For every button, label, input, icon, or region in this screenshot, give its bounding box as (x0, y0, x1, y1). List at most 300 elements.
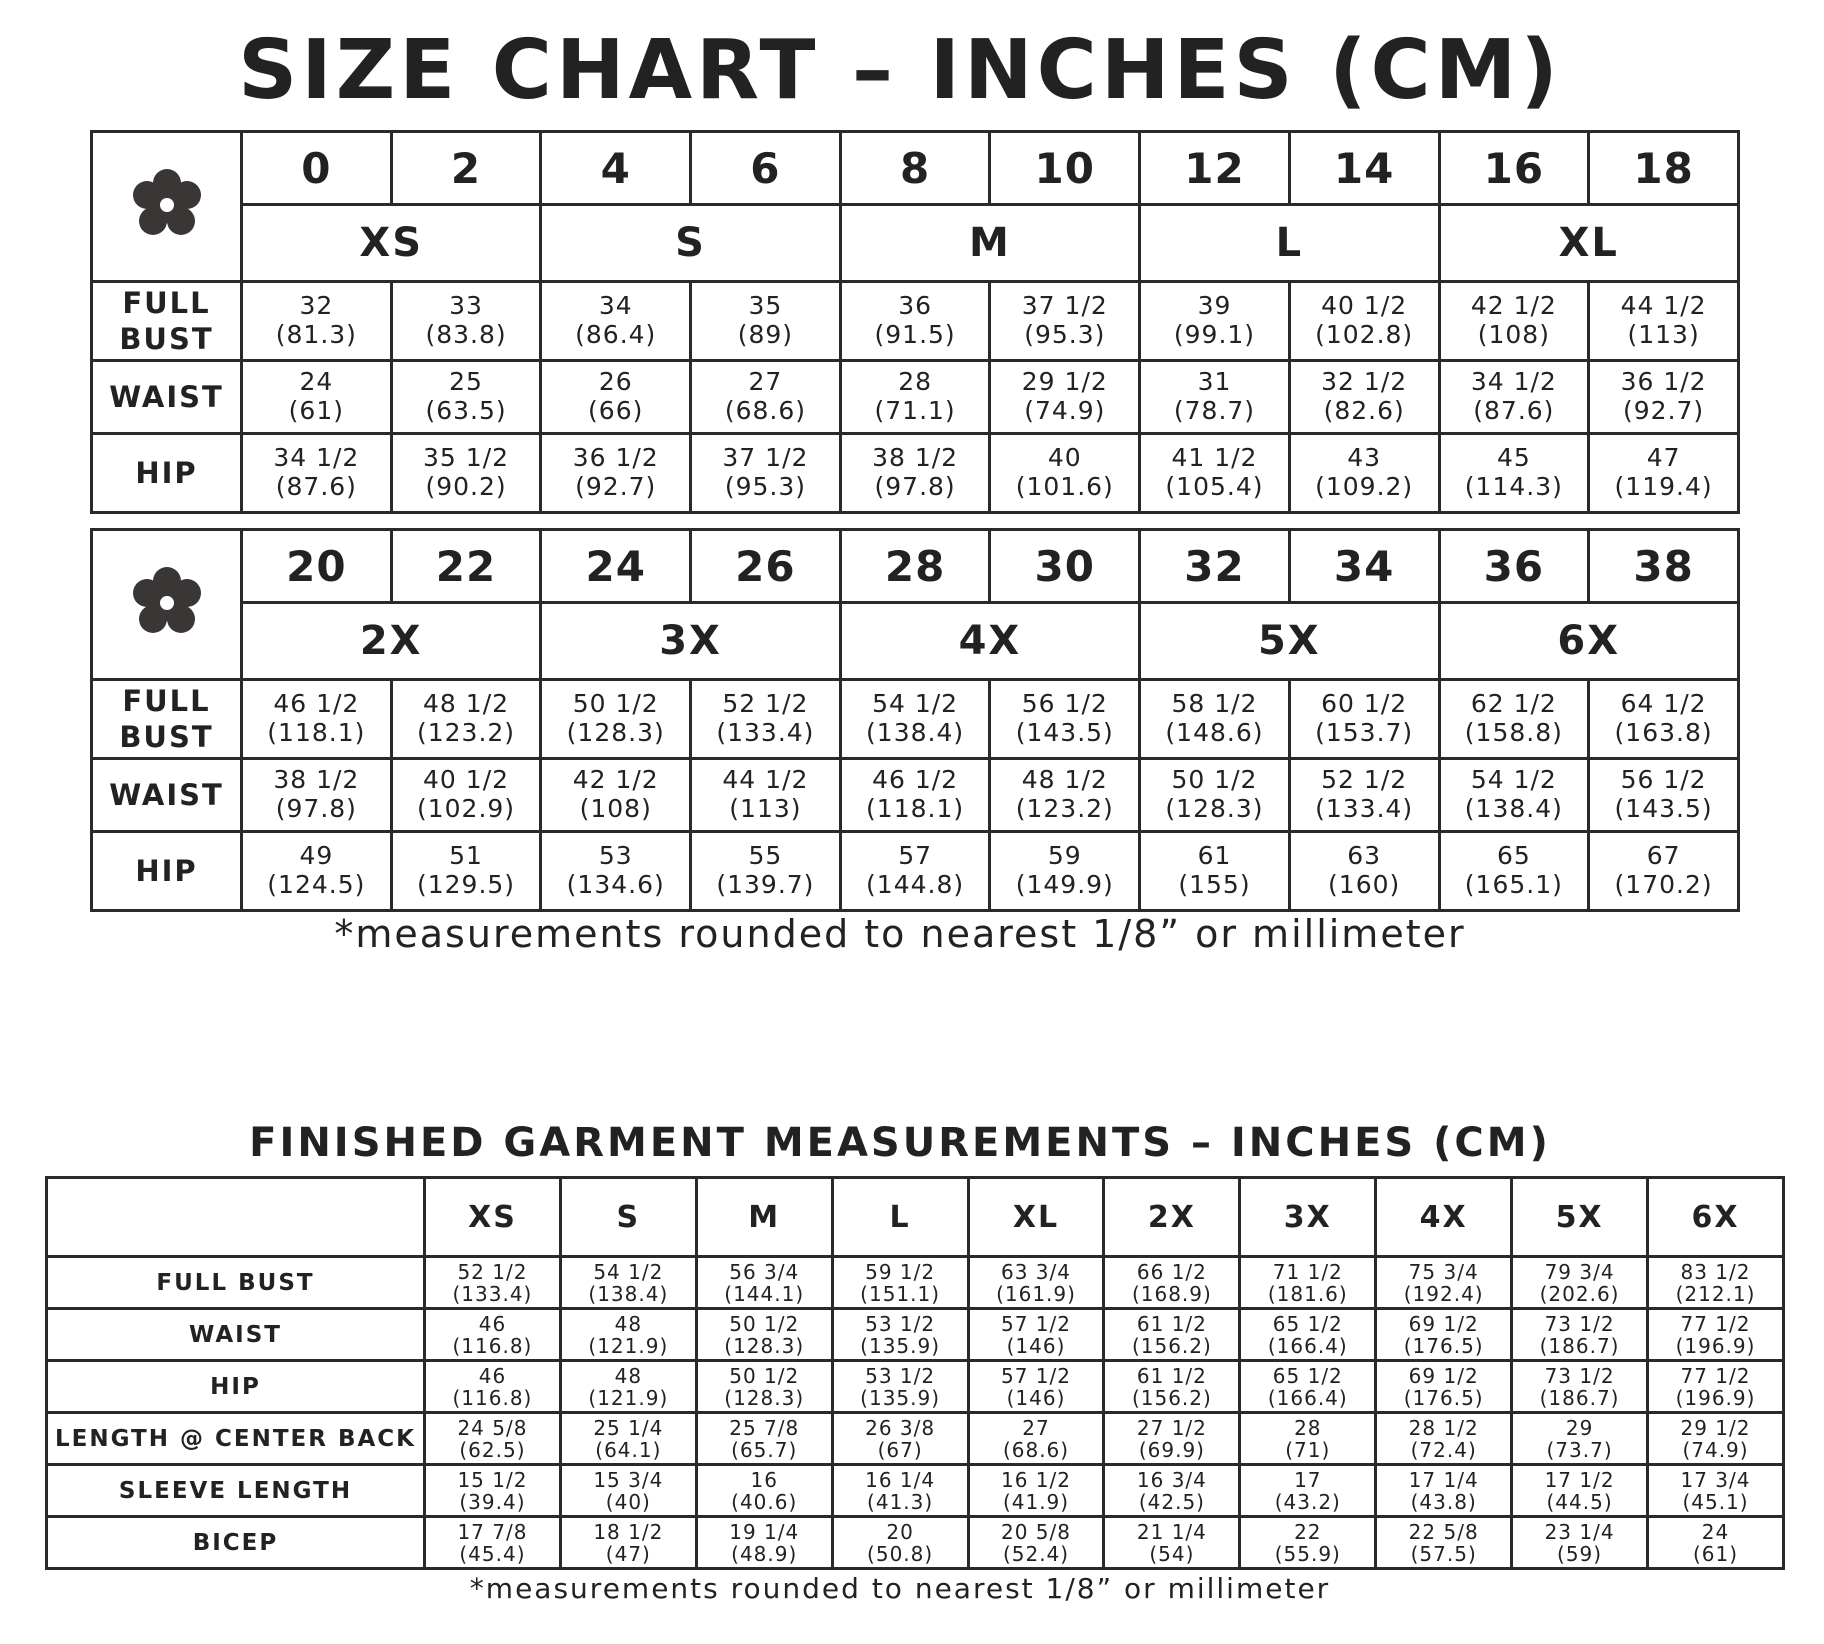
garment-cell (1512, 1257, 1648, 1309)
size-22: 22 (391, 530, 541, 603)
garment-cell (696, 1465, 832, 1517)
measure-cell (1439, 361, 1589, 434)
measure-cell (1289, 759, 1439, 832)
cm-value: (68.6) (724, 396, 806, 425)
garment-cell (1512, 1309, 1648, 1361)
cm-value: (71.1) (874, 396, 956, 425)
size-14: 14 (1289, 132, 1439, 205)
row-label-line: BUST (119, 720, 214, 754)
inch-value: 19 1/4 (729, 1519, 800, 1544)
cm-value: (123.2) (1015, 794, 1114, 823)
cm-value: (89) (737, 320, 794, 349)
garment-cell (560, 1517, 696, 1569)
size-30: 30 (990, 530, 1140, 603)
measure-cell (242, 434, 392, 513)
measure-cell (1589, 434, 1739, 513)
cm-value: (67) (877, 1437, 923, 1462)
inch-value: 17 7/8 (457, 1519, 528, 1544)
inch-value: 34 1/2 (1470, 367, 1557, 397)
garment-cell (1512, 1361, 1648, 1413)
inch-value: 45 (1496, 443, 1531, 473)
cm-value: (139.7) (716, 870, 815, 899)
garment-cell (832, 1413, 968, 1465)
inch-value: 69 1/2 (1408, 1311, 1479, 1336)
row-label-full-bust (92, 680, 242, 759)
garment-header-row (47, 1178, 1784, 1257)
garment-cell (425, 1309, 561, 1361)
cm-value: (146) (1006, 1385, 1066, 1410)
letter-size-row (92, 603, 1739, 680)
size-xs: XS (242, 205, 541, 282)
cm-value: (121.9) (588, 1333, 669, 1358)
inch-value: 59 (1047, 841, 1082, 871)
inch-value: 54 1/2 (1470, 765, 1557, 795)
inch-value: 48 1/2 (423, 689, 510, 719)
inch-value: 25 (449, 367, 483, 397)
inch-value: 65 (1496, 841, 1531, 871)
garment-cell (560, 1465, 696, 1517)
inch-value: 56 1/2 (1620, 765, 1707, 795)
cm-value: (116.8) (452, 1333, 533, 1358)
garment-section-title: FINISHED GARMENT MEASUREMENTS – INCHES (CM) (249, 1120, 1551, 1166)
garment-cell (1240, 1309, 1376, 1361)
garment-cell (425, 1517, 561, 1569)
inch-value: 77 1/2 (1680, 1311, 1751, 1336)
measure-cell (990, 361, 1140, 434)
garment-row-label: WAIST (47, 1309, 425, 1361)
measure-cell (391, 282, 541, 361)
measure-cell (541, 680, 691, 759)
garment-cell (696, 1361, 832, 1413)
letter-size-row (92, 205, 1739, 282)
inch-value: 60 1/2 (1321, 689, 1408, 719)
inch-value: 35 1/2 (423, 443, 510, 473)
finished-garment-table (45, 1176, 1785, 1570)
size-26: 26 (691, 530, 841, 603)
inch-value: 39 (1197, 291, 1232, 321)
size-chart-table-plus (90, 528, 1740, 912)
measure-cell (990, 434, 1140, 513)
garment-size-header: XS (425, 1178, 561, 1257)
measure-cell (541, 361, 691, 434)
garment-row-label: FULL BUST (47, 1257, 425, 1309)
inch-value: 20 5/8 (1001, 1519, 1071, 1544)
cm-value: (59) (1557, 1541, 1603, 1566)
cm-value: (116.8) (452, 1385, 533, 1410)
inch-value: 40 1/2 (423, 765, 510, 795)
inch-value: 83 1/2 (1680, 1259, 1751, 1284)
cm-value: (128.3) (566, 718, 665, 747)
garment-cell (968, 1517, 1104, 1569)
cm-value: (153.7) (1315, 718, 1414, 747)
measure-cell (1439, 434, 1589, 513)
cm-value: (143.5) (1614, 794, 1713, 823)
cm-value: (119.4) (1614, 472, 1713, 501)
cm-value: (71) (1285, 1437, 1331, 1462)
measure-cell (990, 282, 1140, 361)
cm-value: (52.4) (1002, 1541, 1070, 1566)
inch-value: 16 (750, 1467, 778, 1492)
garment-cell (425, 1413, 561, 1465)
size-chart-footnote: *measurements rounded to nearest 1/8” or millimeter (334, 912, 1466, 956)
row-label-line: FULL (122, 683, 211, 718)
cm-value: (41.9) (1002, 1489, 1070, 1514)
cm-value: (166.4) (1267, 1333, 1348, 1358)
garment-cell (696, 1413, 832, 1465)
garment-cell (1648, 1361, 1784, 1413)
measure-cell (1140, 759, 1290, 832)
size-38: 38 (1589, 530, 1739, 603)
measure-cell (242, 680, 392, 759)
garment-size-header: 5X (1512, 1178, 1648, 1257)
measure-cell (391, 680, 541, 759)
garment-row-label: HIP (47, 1361, 425, 1413)
cm-value: (90.2) (425, 472, 507, 501)
cm-value: (101.6) (1015, 472, 1114, 501)
cm-value: (161.9) (996, 1281, 1076, 1306)
size-5x: 5X (1140, 603, 1439, 680)
measure-cell (1439, 680, 1589, 759)
inch-value: 24 (299, 367, 334, 397)
garment-row-hip (47, 1361, 1784, 1413)
garment-cell (1104, 1517, 1240, 1569)
measure-cell (840, 832, 990, 911)
row-label-hip: HIP (92, 832, 242, 911)
inch-value: 18 1/2 (593, 1519, 664, 1544)
cm-value: (45.1) (1682, 1489, 1749, 1514)
measure-cell (1140, 832, 1290, 911)
measure-cell (1140, 282, 1290, 361)
row-label-waist: WAIST (92, 361, 242, 434)
cm-value: (144.8) (866, 870, 965, 899)
garment-size-header: S (560, 1178, 696, 1257)
garment-size-header: 2X (1104, 1178, 1240, 1257)
garment-cell (1104, 1309, 1240, 1361)
inch-value: 62 1/2 (1470, 689, 1557, 719)
garment-cell (696, 1517, 832, 1569)
cm-value: (78.7) (1173, 396, 1256, 425)
measure-cell (1439, 759, 1589, 832)
measure-cell (242, 282, 392, 361)
cm-value: (102.9) (416, 794, 516, 823)
measure-cell (391, 759, 541, 832)
garment-cell (832, 1309, 968, 1361)
garment-cell (1240, 1361, 1376, 1413)
inch-value: 17 (1294, 1467, 1322, 1492)
inch-value: 28 (1294, 1415, 1322, 1440)
garment-size-header: M (696, 1178, 832, 1257)
inch-value: 29 (1565, 1415, 1594, 1440)
cm-value: (148.6) (1165, 718, 1264, 747)
cm-value: (168.9) (1131, 1281, 1212, 1306)
measure-cell (242, 759, 392, 832)
flower-icon (125, 163, 209, 247)
garment-size-header: 4X (1376, 1178, 1512, 1257)
garment-cell (425, 1465, 561, 1517)
inch-value: 50 1/2 (729, 1311, 800, 1336)
garment-cell (1376, 1465, 1512, 1517)
cm-value: (138.4) (1464, 794, 1563, 823)
measure-cell (840, 361, 990, 434)
inch-value: 17 1/2 (1544, 1467, 1615, 1492)
garment-cell (832, 1257, 968, 1309)
cm-value: (72.4) (1410, 1437, 1477, 1462)
inch-value: 73 1/2 (1544, 1363, 1615, 1388)
measure-cell (1289, 680, 1439, 759)
inch-value: 42 1/2 (572, 765, 659, 795)
inch-value: 48 (614, 1363, 643, 1388)
cm-value: (44.5) (1546, 1489, 1613, 1514)
garment-size-header: 6X (1648, 1178, 1784, 1257)
inch-value: 16 3/4 (1136, 1467, 1207, 1492)
cm-value: (55.9) (1274, 1541, 1341, 1566)
measure-cell (840, 282, 990, 361)
size-2: 2 (391, 132, 541, 205)
cm-value: (186.7) (1539, 1333, 1620, 1358)
size-xl: XL (1439, 205, 1739, 282)
measure-cell (242, 832, 392, 911)
hip-row (92, 832, 1739, 911)
measure-cell (391, 361, 541, 434)
inch-value: 77 1/2 (1680, 1363, 1751, 1388)
size-8: 8 (840, 132, 990, 205)
cm-value: (108) (1477, 320, 1550, 349)
inch-value: 49 (299, 841, 334, 871)
cm-value: (165.1) (1464, 870, 1563, 899)
inch-value: 65 1/2 (1272, 1311, 1343, 1336)
cm-value: (61) (288, 396, 344, 425)
garment-cell (1376, 1517, 1512, 1569)
inch-value: 66 1/2 (1136, 1259, 1207, 1284)
garment-size-header: L (832, 1178, 968, 1257)
size-4: 4 (541, 132, 691, 205)
cm-value: (143.5) (1015, 718, 1114, 747)
flower-cell (92, 132, 242, 282)
measure-cell (691, 832, 841, 911)
inch-value: 55 (748, 841, 783, 871)
measure-cell (691, 361, 841, 434)
garment-cell (1648, 1517, 1784, 1569)
inch-value: 25 1/4 (593, 1415, 664, 1440)
cm-value: (192.4) (1403, 1281, 1484, 1306)
inch-value: 40 (1047, 443, 1082, 473)
row-label-hip: HIP (92, 434, 242, 513)
measure-cell (391, 434, 541, 513)
garment-cell (832, 1465, 968, 1517)
inch-value: 32 (299, 291, 334, 321)
cm-value: (39.4) (459, 1489, 526, 1514)
measure-cell (990, 759, 1140, 832)
size-l: L (1140, 205, 1439, 282)
garment-cell (1376, 1309, 1512, 1361)
cm-value: (97.8) (874, 472, 956, 501)
cm-value: (133.4) (1315, 794, 1414, 823)
size-6x: 6X (1439, 603, 1739, 680)
measure-cell (1289, 361, 1439, 434)
inch-value: 57 1/2 (1001, 1311, 1071, 1336)
inch-value: 31 (1197, 367, 1232, 397)
cm-value: (134.6) (566, 870, 665, 899)
measure-cell (1439, 832, 1589, 911)
cm-value: (97.8) (275, 794, 357, 823)
garment-cell (1104, 1465, 1240, 1517)
cm-value: (135.9) (860, 1385, 941, 1410)
inch-value: 73 1/2 (1544, 1311, 1615, 1336)
garment-size-header: 3X (1240, 1178, 1376, 1257)
measure-cell (691, 759, 841, 832)
inch-value: 40 1/2 (1321, 291, 1408, 321)
inch-value: 48 (614, 1311, 643, 1336)
size-2x: 2X (242, 603, 541, 680)
size-32: 32 (1140, 530, 1290, 603)
cm-value: (128.3) (724, 1385, 805, 1410)
size-18: 18 (1589, 132, 1739, 205)
cm-value: (73.7) (1546, 1437, 1613, 1462)
cm-value: (61) (1692, 1541, 1739, 1566)
measure-cell (691, 434, 841, 513)
cm-value: (138.4) (588, 1281, 669, 1306)
cm-value: (128.3) (1165, 794, 1264, 823)
garment-cell (1104, 1361, 1240, 1413)
cm-value: (109.2) (1315, 472, 1414, 501)
inch-value: 23 1/4 (1544, 1519, 1615, 1544)
garment-cell (1376, 1413, 1512, 1465)
inch-value: 38 1/2 (273, 765, 360, 795)
cm-value: (114.3) (1464, 472, 1563, 501)
size-chart-table-regular (90, 130, 1740, 514)
garment-cell (832, 1361, 968, 1413)
garment-cell (1240, 1517, 1376, 1569)
inch-value: 52 1/2 (1321, 765, 1408, 795)
inch-value: 44 1/2 (1620, 291, 1707, 321)
inch-value: 32 1/2 (1321, 367, 1408, 397)
measure-cell (391, 832, 541, 911)
cm-value: (102.8) (1315, 320, 1414, 349)
measure-cell (840, 759, 990, 832)
garment-cell (1376, 1361, 1512, 1413)
inch-value: 25 7/8 (729, 1415, 800, 1440)
row-label-full-bust (92, 282, 242, 361)
cm-value: (54) (1149, 1541, 1195, 1566)
measure-cell (1589, 759, 1739, 832)
inch-value: 65 1/2 (1272, 1363, 1343, 1388)
cm-value: (65.7) (731, 1437, 798, 1462)
inch-value: 17 1/4 (1408, 1467, 1479, 1492)
garment-cell (1240, 1257, 1376, 1309)
cm-value: (105.4) (1165, 472, 1264, 501)
inch-value: 53 1/2 (865, 1311, 936, 1336)
measure-cell (990, 680, 1140, 759)
cm-value: (74.9) (1024, 396, 1106, 425)
inch-value: 16 1/2 (1001, 1467, 1071, 1492)
inch-value: 75 3/4 (1408, 1259, 1479, 1284)
inch-value: 28 1/2 (1408, 1415, 1479, 1440)
garment-row-label: BICEP (47, 1517, 425, 1569)
inch-value: 29 1/2 (1680, 1415, 1751, 1440)
inch-value: 53 (598, 841, 633, 871)
measure-cell (1140, 680, 1290, 759)
hip-row (92, 434, 1739, 513)
size-24: 24 (541, 530, 691, 603)
garment-cell (968, 1465, 1104, 1517)
cm-value: (81.3) (275, 320, 357, 349)
inch-value: 46 (478, 1311, 507, 1336)
cm-value: (82.6) (1323, 396, 1405, 425)
garment-cell (1104, 1257, 1240, 1309)
flower-cell (92, 530, 242, 680)
inch-value: 57 (898, 841, 932, 871)
cm-value: (113) (1627, 320, 1700, 349)
cm-value: (42.5) (1138, 1489, 1205, 1514)
inch-value: 54 1/2 (593, 1259, 664, 1284)
cm-value: (41.3) (867, 1489, 934, 1514)
garment-row-full-bust (47, 1257, 1784, 1309)
size-16: 16 (1439, 132, 1589, 205)
cm-value: (64.1) (595, 1437, 662, 1462)
measure-cell (541, 832, 691, 911)
measure-cell (541, 759, 691, 832)
cm-value: (121.9) (588, 1385, 669, 1410)
garment-cell (560, 1257, 696, 1309)
size-36: 36 (1439, 530, 1589, 603)
inch-value: 15 3/4 (593, 1467, 664, 1492)
cm-value: (95.3) (724, 472, 806, 501)
garment-cell (1376, 1257, 1512, 1309)
inch-value: 22 5/8 (1408, 1519, 1479, 1544)
inch-value: 52 1/2 (722, 689, 809, 719)
inch-value: 35 (748, 291, 783, 321)
cm-value: (129.5) (416, 870, 516, 899)
garment-cell (1648, 1465, 1784, 1517)
size-3x: 3X (541, 603, 840, 680)
measure-cell (691, 282, 841, 361)
garment-size-header: XL (968, 1178, 1104, 1257)
inch-value: 33 (449, 291, 483, 321)
inch-value: 61 (1197, 841, 1232, 871)
inch-value: 34 1/2 (273, 443, 360, 473)
inch-value: 46 1/2 (872, 765, 959, 795)
inch-value: 27 (748, 367, 783, 397)
inch-value: 36 (898, 291, 932, 321)
cm-value: (108) (579, 794, 652, 823)
size-20: 20 (242, 530, 392, 603)
inch-value: 43 (1347, 443, 1382, 473)
cm-value: (128.3) (724, 1333, 805, 1358)
inch-value: 46 (478, 1363, 507, 1388)
inch-value: 61 1/2 (1136, 1363, 1207, 1388)
cm-value: (87.6) (275, 472, 357, 501)
measure-cell (1439, 282, 1589, 361)
cm-value: (156.2) (1131, 1333, 1212, 1358)
cm-value: (160) (1328, 870, 1401, 899)
cm-value: (212.1) (1675, 1281, 1756, 1306)
size-12: 12 (1140, 132, 1290, 205)
size-0: 0 (242, 132, 392, 205)
inch-value: 21 1/4 (1136, 1519, 1207, 1544)
inch-value: 67 (1646, 841, 1681, 871)
inch-value: 51 (449, 841, 483, 871)
cm-value: (133.4) (716, 718, 815, 747)
garment-cell (968, 1413, 1104, 1465)
size-m: M (840, 205, 1139, 282)
cm-value: (87.6) (1473, 396, 1555, 425)
measure-cell (1289, 282, 1439, 361)
cm-value: (176.5) (1403, 1333, 1484, 1358)
measure-cell (840, 680, 990, 759)
cm-value: (74.9) (1682, 1437, 1749, 1462)
inch-value: 37 1/2 (722, 443, 809, 473)
inch-value: 24 5/8 (457, 1415, 528, 1440)
